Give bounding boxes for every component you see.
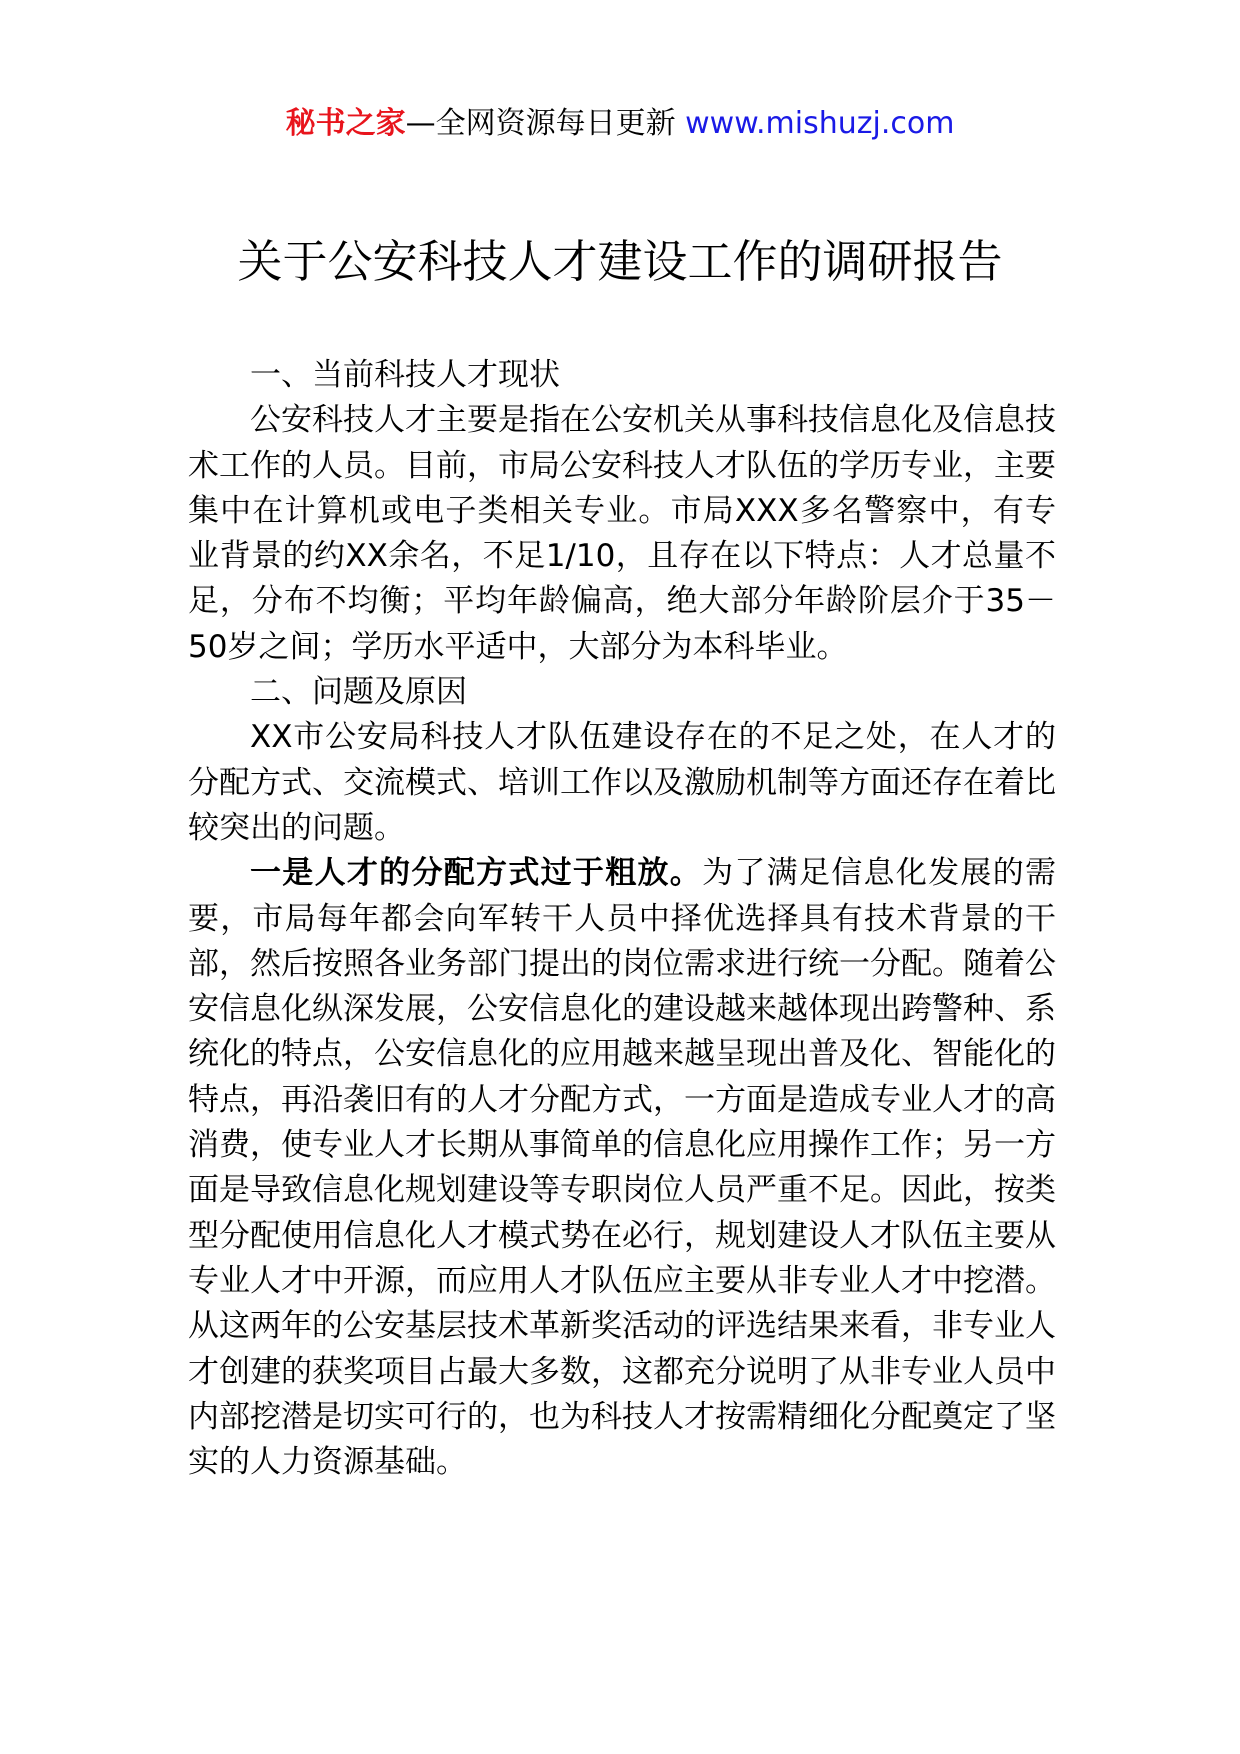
section-heading-current-status: 一、当前科技人才现状 [250,357,560,393]
paragraph-allocation [188,851,1056,1485]
paragraph-allocation-body: 为了满足信息化发展的需要，市局每年都会向军转干人员中择优选择具有技术背景的干部，然后按照各业务部门提出的岗位需求进行统一分配。随着公安信息化纵深发展，公安信息化的建设越来越体现出跨警种、系统化的特点，公安信息化的应用越来越呈现出普及化、智能化的特点，再沿袭旧有的人才分配方式，一方面是造成专业人才的高消费，使专业人才长期从事简单的信息化应用操作工作；另一方面是导致信息化规划建设等专职岗位人员严重不足。因此，按类型分配使用信息化人才模式势在必行，规划建设人才队伍主要从专业人才中开源，而应用人才队伍应主要从非专业人才中挖潜。从这两年的公安基层技术革新奖活动的评选结果来看，非专业人才创建的获奖项目占最大多数，这都充分说明了从非专业人员中内部挖潜是切实可行的，也为科技人才按需精细化分配奠定了坚实的人力资源基础。 [188,855,1057,1481]
brand-name: 秘书之家 [285,106,406,141]
site-header [0,100,1240,148]
section-heading-problems: 二、问题及原因 [250,674,467,711]
paragraph-current-status: 公安科技人才主要是指在公安机关从事科技信息化及信息技术工作的人员。目前，市局公安科技人才队伍的学历专业，主要集中在计算机或电子类相关专业。市局XXX多名警察中，有专业背景的约XX余名，不足1/10，且存在以下特点：人才总量不足，分布不均衡；平均年龄偏高，绝大部分年龄阶层介于35－50岁之间；学历水平适中，大部分为本科毕业。 [188,402,1056,665]
paragraph-lead-bold: 一是人才的分配方式过于粗放。 [250,855,703,892]
paragraph-problems-intro: XX市公安局科技人才队伍建设存在的不足之处，在人才的分配方式、交流模式、培训工作以及激励机制等方面还存在着比较突出的问题。 [188,719,1056,846]
document-title: 关于公安科技人才建设工作的调研报告 [237,235,1003,288]
header-tagline: —全网资源每日更新 [405,106,686,141]
site-url-link[interactable]: www.mishuzj.com [685,106,955,141]
document-body [188,353,1056,1485]
